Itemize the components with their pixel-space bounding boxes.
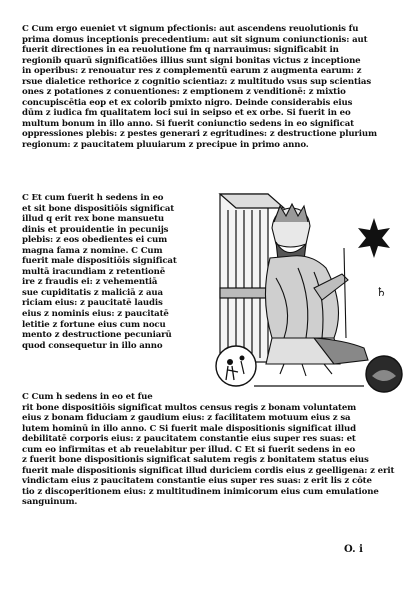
text-line: rsue dialetice rethorice z cognitio scientiaz: z multitudo vsus sup scientias bbox=[22, 76, 372, 87]
text-line: prima domus inceptionis precedentium: aut sit signum coniunctionis: aut bbox=[22, 34, 368, 45]
text-line: sanguinum. bbox=[22, 497, 78, 508]
text-line: regionib quarū significatiões illius sunt signi bonitas victus z inceptione bbox=[22, 55, 361, 66]
text-line: ones z potationes z conuentiones: z emptionem z venditionē: z mixtio bbox=[22, 87, 346, 98]
text-line: illud q erit rex bone mansuetu bbox=[22, 214, 165, 225]
text-line: plebis: z eos obedientes ei cum bbox=[22, 235, 168, 246]
saturn-glyph-icon: ♄ bbox=[376, 285, 387, 299]
text-line: multum bonum in illo anno. Si fuerit coniunctio sedens in eo significat bbox=[22, 118, 354, 129]
text-line: eius z nominis eius: z paucitatē bbox=[22, 309, 169, 320]
text-line: dūm z iudica fm qualitatem loci sui in seipso et ex orbe. Si fuerit in eo bbox=[22, 108, 351, 119]
signature-mark: O. i bbox=[344, 544, 363, 555]
text-line: lutem hominū in illo anno. C Si fuerit male dispositionis significat illud bbox=[22, 423, 356, 434]
text-line: in operibus: z renouatur res z complementū earum z augmenta earum: z bbox=[22, 66, 362, 77]
right-roundel bbox=[366, 356, 402, 392]
text-line: C Et cum fuerit h sedens in eo bbox=[22, 193, 164, 203]
left-roundel bbox=[216, 346, 256, 386]
text-line: debilitatē corporis eius: z paucitatem constantie eius super res suas: et bbox=[22, 434, 356, 445]
text-line: tio z discoperitionem eius: z multitudinem inimicorum eius cum emulatione bbox=[22, 486, 379, 497]
text-line: magna fama z nomine. C Cum bbox=[22, 245, 163, 256]
text-line: riciam eius: z paucitatē laudis bbox=[22, 298, 163, 309]
text-line: mento z destructione pecuniarū bbox=[22, 330, 172, 341]
text-line: vindictam eius z paucitatem constantie eius super res suas: z erit lis z cōte bbox=[22, 476, 372, 487]
text-line: ire z fraudis ei: z vehementiā bbox=[22, 277, 158, 288]
text-line: fuerit male dispositionis significat illud duriciem cordis eius z geelligena: z erit bbox=[22, 465, 395, 476]
text-line: sue cupiditatis z maliciā z aua bbox=[22, 287, 163, 298]
text-line: concupiscētia eop et ex colorib pmixto nigro. Deinde considerabis eius bbox=[22, 97, 353, 108]
text-line: fuerit male dispositiōis significat bbox=[22, 256, 177, 267]
text-line: C Cum ergo eueniet vt signum pfectionis: aut ascendens reuolutionis fu bbox=[22, 24, 359, 34]
top-text-block bbox=[22, 24, 406, 151]
text-line: et sit bone dispositiōis significat bbox=[22, 203, 175, 214]
bottom-text-block bbox=[22, 392, 406, 508]
star-icon bbox=[358, 218, 390, 258]
text-line: regionum: z paucitatem pluuiarum z precipue in primo anno. bbox=[22, 140, 309, 151]
text-line: eius z bonam fiduciam z gaudium eius: z facilitatem motuum eius z sa bbox=[22, 413, 351, 424]
woodcut-illustration bbox=[214, 188, 404, 394]
text-line: rit bone dispositiōis significat multos census regis z bonam voluntatem bbox=[22, 402, 357, 413]
text-line: z fuerit bone dispositionis significat salutem regis z bonitatem status eius bbox=[22, 455, 369, 466]
text-line: fuerit directiones in ea reuolutione fm q narrauimus: significabit in bbox=[22, 45, 339, 56]
text-line: quod consequetur in illo anno bbox=[22, 340, 163, 351]
seated-king-figure bbox=[265, 204, 368, 376]
left-text-column bbox=[22, 193, 212, 351]
text-line: oppressiones plebis: z pestes generari z egritudines: z destructione plurium bbox=[22, 129, 377, 140]
text-line: dinis et prouidentie in pecunijs bbox=[22, 224, 169, 235]
text-line: C Cum h sedens in eo et fue bbox=[22, 392, 153, 402]
text-line: letitie z fortune eius cum nocu bbox=[22, 319, 166, 330]
text-line: cum eo infirmitas et ab reuelabitur per illud. C Et si fuerit sedens in eo bbox=[22, 444, 356, 455]
text-line: multā iracundiam z retentionē bbox=[22, 266, 166, 277]
